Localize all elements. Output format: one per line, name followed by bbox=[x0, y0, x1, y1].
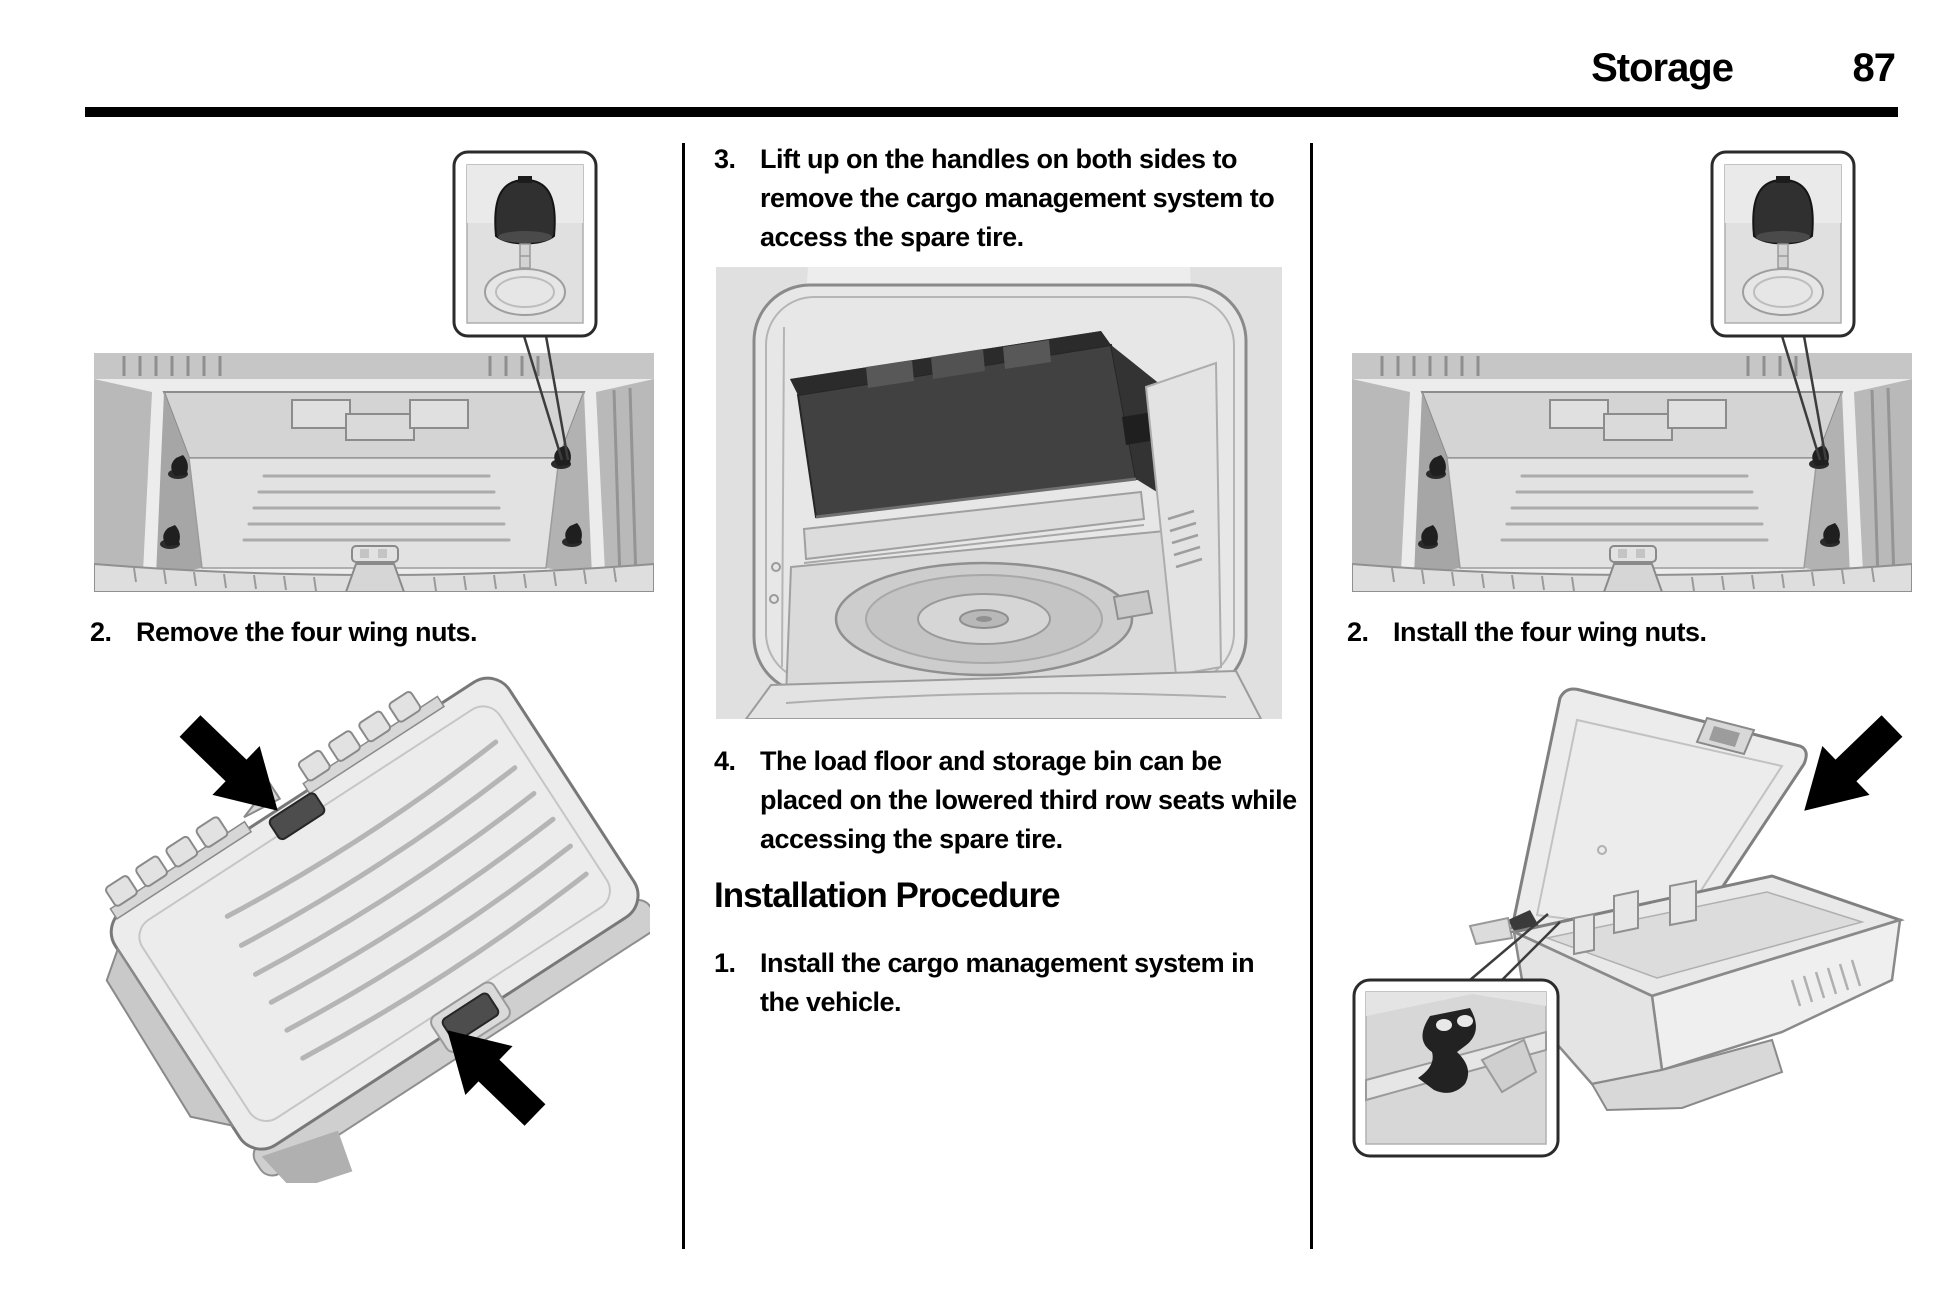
step-text: The load floor and storage bin can be placed on the lowered third row seats while accessing the spare tire. bbox=[760, 746, 1297, 854]
figure-load-floor-removed bbox=[95, 658, 650, 1183]
wing-nut-callout-inset bbox=[94, 152, 654, 592]
figure-cargo-tray-wing-nuts-right bbox=[1352, 140, 1912, 592]
step-number: 3. bbox=[714, 144, 736, 174]
step-lift-handles bbox=[714, 140, 1286, 257]
step-install-wing-nuts bbox=[1347, 613, 1907, 652]
step-number: 4. bbox=[714, 746, 736, 776]
page-number: 87 bbox=[1852, 46, 1895, 90]
figure-bin-on-seats-spare-tire bbox=[716, 267, 1282, 719]
load-floor-panel bbox=[95, 658, 650, 1183]
step-load-floor bbox=[714, 742, 1302, 859]
figure-bin-lid-open bbox=[1352, 680, 1907, 1162]
step-text: Install the four wing nuts. bbox=[1393, 617, 1707, 647]
step-number: 1. bbox=[714, 948, 736, 978]
column-divider-right bbox=[1310, 143, 1313, 1249]
installation-procedure-heading: Installation Procedure bbox=[714, 876, 1060, 915]
retainer-clip-callout-inset bbox=[1354, 980, 1558, 1156]
step-remove-wing-nuts bbox=[90, 613, 650, 652]
step-install-system bbox=[714, 944, 1264, 1022]
step-text: Lift up on the handles on both sides to remove the cargo management system to access the spare tire. bbox=[760, 144, 1275, 252]
header-rule bbox=[85, 107, 1898, 117]
step-text: Remove the four wing nuts. bbox=[136, 617, 478, 647]
step-number: 2. bbox=[1347, 617, 1369, 647]
step-text: Install the cargo management system in the vehicle. bbox=[760, 948, 1255, 1017]
wing-nut-callout-inset bbox=[1352, 152, 1912, 592]
section-title: Storage bbox=[1591, 46, 1733, 90]
figure-cargo-tray-wing-nuts-left bbox=[94, 140, 654, 592]
spare-tire-icon bbox=[836, 563, 1132, 675]
column-divider-left bbox=[682, 143, 685, 1249]
step-number: 2. bbox=[90, 617, 112, 647]
